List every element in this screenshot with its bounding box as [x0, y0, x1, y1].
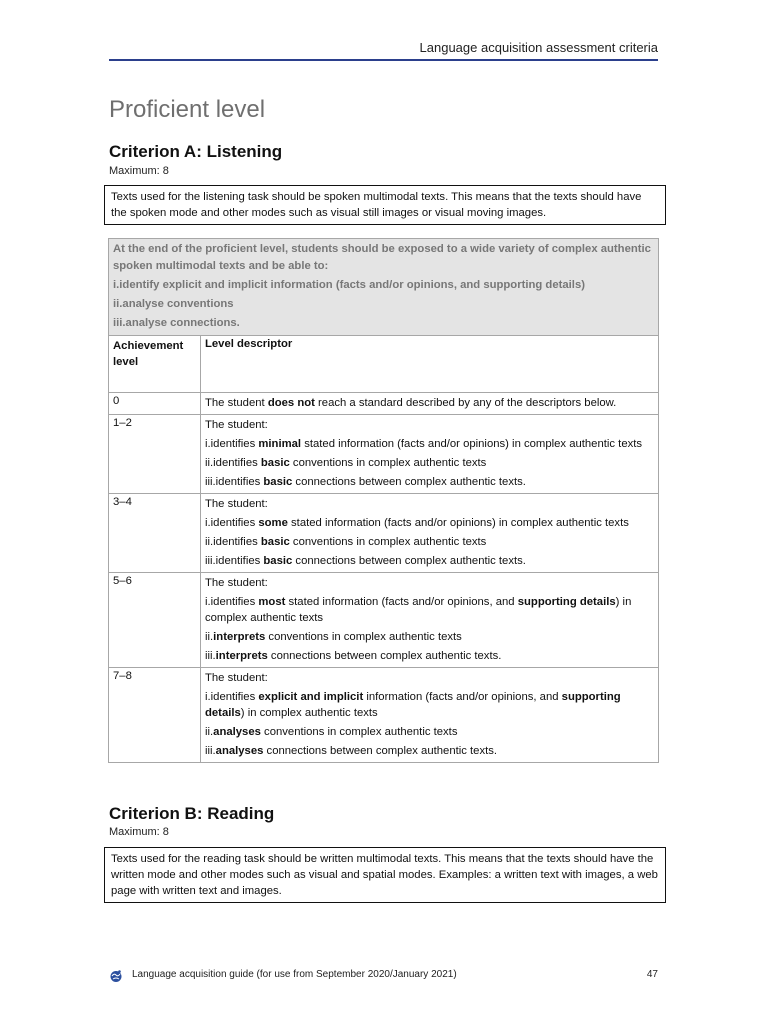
descriptor-text: connections between complex authentic texts.: [267, 650, 502, 662]
criterion-b-note: [104, 847, 666, 903]
descriptor-line: [205, 417, 654, 433]
table-row: [109, 494, 659, 573]
descriptor-text: iii.: [205, 745, 216, 757]
descriptor-line: [205, 553, 654, 569]
level-descriptor-cell: [201, 393, 659, 415]
intro-line: At the end of the proficient level, students should be exposed to a wide variety of complex authentic spoken multimodal texts and be able to:: [113, 243, 651, 272]
descriptor-text: ii.: [205, 631, 214, 643]
descriptor-text: ii.identifies: [205, 457, 261, 469]
level-descriptor-cell: [201, 573, 659, 668]
descriptor-text: conventions in complex authentic texts: [289, 536, 487, 548]
descriptor-text: iii.: [205, 650, 216, 662]
descriptor-text: The student:: [205, 577, 268, 589]
emphasis-text: analyses: [215, 745, 264, 757]
ib-globe-logo-icon: [109, 969, 123, 983]
column-header-level: Achievement level: [109, 336, 201, 393]
descriptor-text: i.identifies: [205, 438, 259, 450]
level-descriptor-cell: [201, 415, 659, 494]
descriptor-line: [205, 670, 654, 686]
emphasis-text: supporting details: [205, 691, 621, 719]
criterion-a-title: Criterion A: Listening: [109, 142, 283, 161]
criterion-b-maximum: Maximum: 8: [109, 826, 169, 838]
descriptor-text: ) in complex authentic texts: [240, 707, 378, 719]
descriptor-text: The student:: [205, 672, 268, 684]
table-body: [109, 393, 659, 763]
descriptor-text: ) in complex authentic texts: [205, 596, 632, 624]
emphasis-text: basic: [260, 536, 290, 548]
emphasis-text: interprets: [215, 650, 268, 662]
emphasis-text: analyses: [213, 726, 261, 738]
emphasis-text: most: [258, 596, 286, 608]
descriptor-line: [205, 648, 654, 664]
criterion-a-maximum: Maximum: 8: [109, 165, 169, 177]
intro-line: i.identify explicit and implicit information (facts and/or opinions, and supporting details): [113, 279, 585, 291]
descriptor-text: connections between complex authentic texts.: [263, 745, 498, 757]
descriptor-line: [205, 474, 654, 490]
descriptor-text: The student: [205, 397, 268, 409]
descriptor-line: [205, 395, 654, 411]
achievement-level-cell: 1–2: [109, 415, 201, 494]
criterion-a-table: [108, 238, 659, 763]
descriptor-text: iii.identifies: [205, 555, 264, 567]
descriptor-line: [205, 436, 654, 452]
descriptor-line: [205, 455, 654, 471]
emphasis-text: some: [258, 517, 288, 529]
emphasis-text: basic: [260, 457, 290, 469]
descriptor-line: [205, 724, 654, 740]
intro-line: ii.analyse conventions: [113, 298, 234, 310]
descriptor-text: stated information (facts and/or opinions) in complex authentic texts: [287, 517, 629, 529]
table-intro-cell: [109, 239, 659, 336]
descriptor-line: [205, 594, 654, 626]
descriptor-text: The student:: [205, 498, 268, 510]
descriptor-text: reach a standard described by any of the descriptors below.: [314, 397, 617, 409]
emphasis-text: does not: [267, 397, 315, 409]
table-row: [109, 415, 659, 494]
emphasis-text: minimal: [258, 438, 302, 450]
criterion-b-title: Criterion B: Reading: [109, 804, 275, 823]
descriptor-text: connections between complex authentic texts.: [292, 555, 526, 567]
descriptor-line: [205, 743, 654, 759]
descriptor-text: stated information (facts and/or opinions) in complex authentic texts: [301, 438, 643, 450]
intro-line: iii.analyse connections.: [113, 317, 240, 329]
descriptor-text: i.identifies: [205, 596, 259, 608]
criterion-a-note: [104, 185, 666, 225]
page-number: 47: [646, 969, 658, 980]
level-descriptor-cell: [201, 668, 659, 763]
descriptor-text: conventions in complex authentic texts: [289, 457, 487, 469]
descriptor-text: information (facts and/or opinions, and: [363, 691, 562, 703]
achievement-level-cell: 7–8: [109, 668, 201, 763]
table-intro-row: [109, 239, 659, 336]
achievement-level-cell: 5–6: [109, 573, 201, 668]
running-header: Language acquisition assessment criteria: [419, 40, 658, 55]
descriptor-text: ii.: [205, 726, 214, 738]
descriptor-text: stated information (facts and/or opinions, and: [285, 596, 518, 608]
descriptor-text: conventions in complex authentic texts: [260, 726, 458, 738]
emphasis-text: explicit and implicit: [258, 691, 364, 703]
achievement-level-cell: 3–4: [109, 494, 201, 573]
footer-text: Language acquisition guide (for use from September 2020/January 2021): [132, 969, 457, 980]
descriptor-text: ii.identifies: [205, 536, 261, 548]
descriptor-line: [205, 534, 654, 550]
emphasis-text: supporting details: [517, 596, 616, 608]
level-title: Proficient level: [109, 96, 266, 123]
criterion-a-note-text: Texts used for the listening task should be spoken multimodal texts. This means that the texts should have the spoken mode and other modes such as visual still images or visual moving images.: [111, 191, 642, 219]
table-row: [109, 668, 659, 763]
descriptor-line: [205, 575, 654, 591]
descriptor-line: [205, 515, 654, 531]
descriptor-text: iii.identifies: [205, 476, 264, 488]
descriptor-line: [205, 496, 654, 512]
descriptor-text: i.identifies: [205, 691, 259, 703]
header-rule: [109, 59, 658, 61]
descriptor-line: [205, 629, 654, 645]
emphasis-text: interprets: [213, 631, 266, 643]
achievement-level-cell: 0: [109, 393, 201, 415]
column-header-descriptor: Level descriptor: [201, 336, 659, 393]
descriptor-text: The student:: [205, 419, 268, 431]
table-row: [109, 393, 659, 415]
descriptor-text: connections between complex authentic texts.: [292, 476, 526, 488]
descriptor-text: i.identifies: [205, 517, 259, 529]
descriptor-line: [205, 689, 654, 721]
emphasis-text: basic: [263, 476, 293, 488]
level-descriptor-cell: [201, 494, 659, 573]
descriptor-text: conventions in complex authentic texts: [265, 631, 462, 643]
table-header-row: [109, 336, 659, 393]
table-row: [109, 573, 659, 668]
criterion-b-note-text: Texts used for the reading task should be written multimodal texts. This means that the texts should have the written mode and other modes such as visual and spatial modes. Examples: a written text with images, a web page with written text and images.: [111, 853, 658, 897]
emphasis-text: basic: [263, 555, 293, 567]
